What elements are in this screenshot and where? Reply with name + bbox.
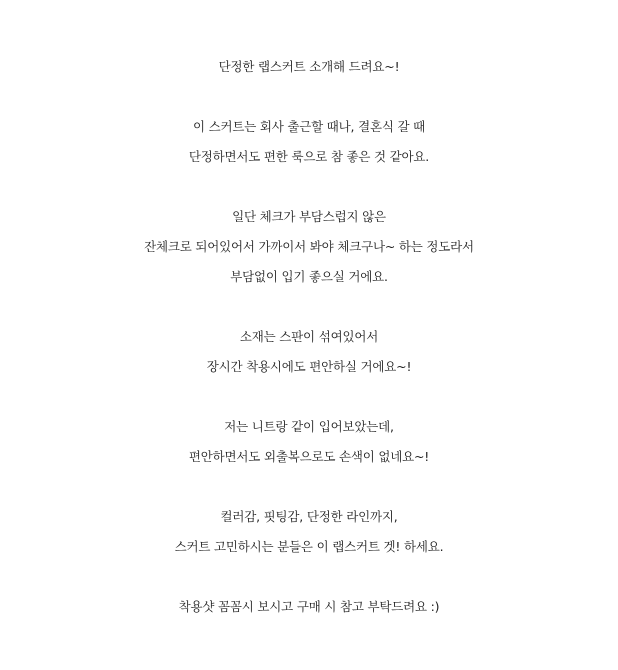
text-line: 장시간 착용시에도 편안하실 거에요~! [206, 359, 412, 374]
text-line: 스커트 고민하시는 분들은 이 랩스커트 겟! 하세요. [174, 539, 444, 554]
text-line: 편안하면서도 외출복으로도 손색이 없네요~! [188, 449, 430, 464]
text-line: 착용샷 꼼꼼시 보시고 구매 시 참고 부탁드려요 :) [178, 599, 440, 614]
text-line: 단정한 랩스커트 소개해 드려요~! [218, 59, 400, 74]
text-line: 단정하면서도 편한 룩으로 참 좋은 것 같아요. [188, 149, 430, 164]
text-line: 저는 니트랑 같이 입어보았는데, [224, 419, 394, 434]
text-line: 컬러감, 핏팅감, 단정한 라인까지, [220, 509, 398, 524]
text-line: 소재는 스판이 섞여있어서 [239, 329, 379, 344]
text-line: 일단 체크가 부담스럽지 않은 [232, 209, 386, 224]
text-line: 잔체크로 되어있어서 가까이서 봐야 체크구나~ 하는 정도라서 [144, 239, 474, 254]
text-line: 부담없이 입기 좋으실 거에요. [230, 269, 388, 284]
text-line: 이 스커트는 회사 출근할 때나, 결혼식 갈 때 [192, 119, 426, 134]
